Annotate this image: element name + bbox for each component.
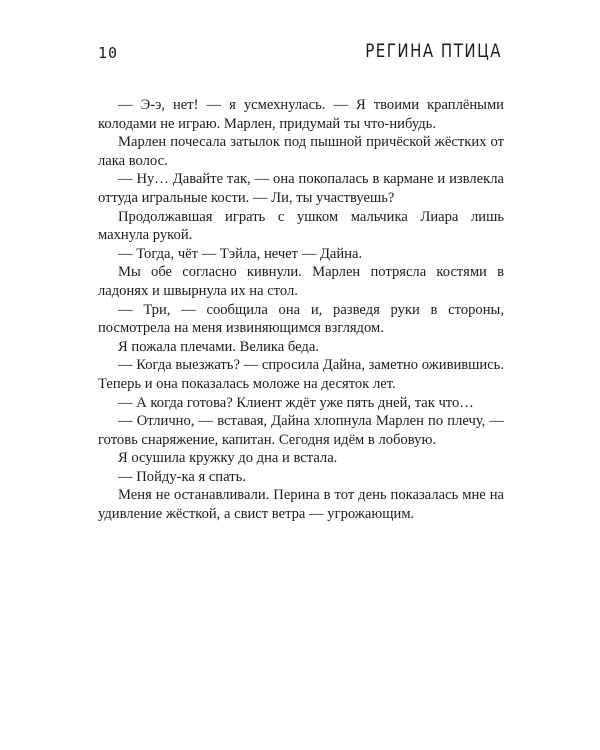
header-author: РЕГИНА ПТИЦА (365, 39, 502, 62)
paragraph: Продолжавшая играть с ушком мальчика Лиара лишь махнула рукой. (98, 208, 504, 244)
paragraph: Марлен почесала затылок под пышной причёской жёстких от лака волос. (98, 134, 504, 169)
paragraph: — Три, — сообщила она и, разведя руки в стороны, посмотрела на меня извиняющимся взглядом. (98, 301, 504, 337)
paragraph: — Тогда, чёт — Тэйла, нечет — Дайна. (118, 245, 363, 262)
paragraph: — А когда готова? Клиент ждёт уже пять дней, так что… (118, 394, 474, 411)
page-number: 10 (98, 44, 119, 62)
paragraph: — Когда выезжать? — спросила Дайна, заметно оживившись. Теперь и она показалась моложе на десяток лет. (98, 357, 504, 392)
paragraph: — Э-э, нет! — я усмехнулась. — Я твоими краплёными колодами не играю. Марлен, придумай ты что-нибудь. (98, 97, 504, 132)
paragraph: Меня не останавливали. Перина в тот день показалась мне на удивление жёсткой, а свист ветра — угрожающим. (98, 487, 504, 523)
paragraph: — Пойду-ка я спать. (118, 468, 246, 485)
body-text (98, 96, 504, 524)
paragraph: — Ну… Давайте так, — она покопалась в кармане и извлекла оттуда игральные кости. — Ли, ты участвуешь? (98, 171, 504, 206)
paragraph: Я пожала плечами. Велика беда. (118, 338, 319, 355)
paragraph: Мы обе согласно кивнули. Марлен потрясла костями в ладонях и швырнула их на стол. (98, 264, 504, 299)
running-header (98, 39, 502, 68)
paragraph: — Отлично, — вставая, Дайна хлопнула Марлен по плечу, — готовь снаряжение, капитан. Сегодня идём в лобовую. (98, 413, 504, 448)
paragraph: Я осушила кружку до дна и встала. (118, 450, 338, 467)
